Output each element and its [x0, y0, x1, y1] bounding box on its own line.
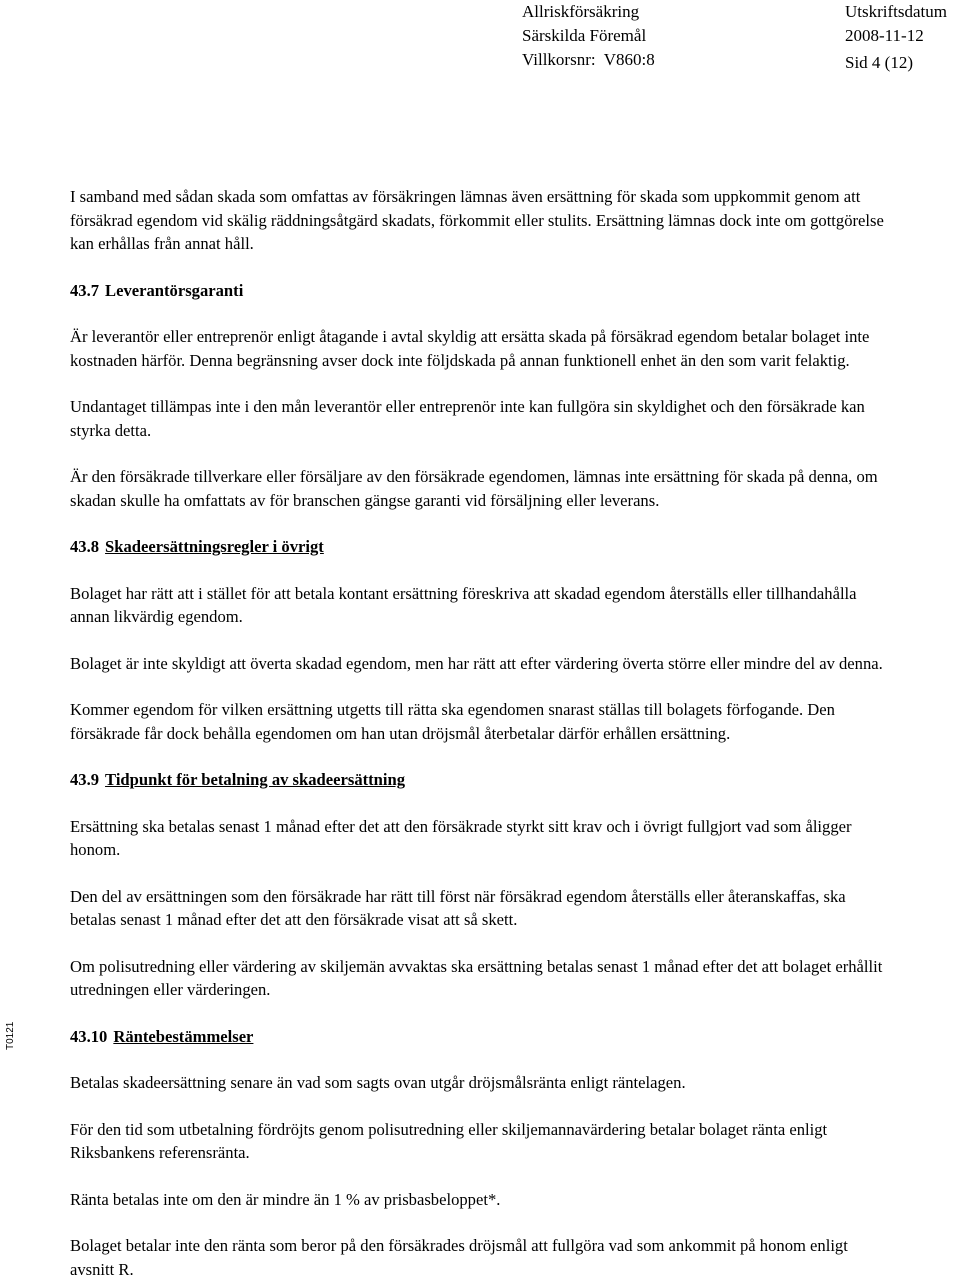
section-43-7 — [70, 279, 890, 513]
section-paragraph: Undantaget tillämpas inte i den mån leverantör eller entreprenör inte kan fullgöra sin skyldighet och den försäkrade kan styrka detta. — [70, 395, 890, 442]
section-number: 43.10 — [70, 1025, 107, 1049]
header-print-date: 2008-11-12 — [845, 24, 947, 48]
header-subproduct: Särskilda Föremål — [522, 24, 655, 48]
section-title: Tidpunkt för betalning av skadeersättning — [105, 770, 405, 789]
section-title: Räntebestämmelser — [113, 1027, 253, 1046]
section-paragraph: För den tid som utbetalning fördröjts genom polisutredning eller skiljemannavärdering betalar bolaget ränta enligt Riksbankens referensränta. — [70, 1118, 890, 1165]
section-paragraph: Bolaget är inte skyldigt att överta skadad egendom, men har rätt att efter värdering överta större eller mindre del av denna. — [70, 652, 890, 676]
header-print-date-label: Utskriftsdatum — [845, 0, 947, 24]
page-number: Sid 4 (12) — [845, 51, 913, 75]
section-paragraph: Ränta betalas inte om den är mindre än 1 % av prisbasbeloppet*. — [70, 1188, 890, 1212]
section-paragraph: Ersättning ska betalas senast 1 månad efter det att den försäkrade styrkt sitt krav och i övrigt fullgjort vad som åligger honom. — [70, 815, 890, 862]
section-43-9 — [70, 768, 890, 1002]
intro-paragraph: I samband med sådan skada som omfattas av försäkringen lämnas även ersättning för skada som uppkommit genom att försäkrad egendom vid skälig räddningsåtgärd skadats, förkommit eller stulits. Ersättning lämnas dock inte om gottgörelse kan erhållas från annat håll. — [70, 185, 890, 256]
section-paragraph: Om polisutredning eller värdering av skiljemän avvaktas ska ersättning betalas senast 1 månad efter det att bolaget erhållit utredningen eller värderingen. — [70, 955, 890, 1002]
section-43-10 — [70, 1025, 890, 1281]
header-right — [845, 0, 947, 48]
section-title: Skadeersättningsregler i övrigt — [105, 537, 324, 556]
section-heading — [70, 1025, 890, 1049]
side-code: T0121 — [5, 1022, 16, 1050]
section-paragraph: Kommer egendom för vilken ersättning utgetts till rätta ska egendomen snarast ställas till bolagets förfogande. Den försäkrade får dock behålla egendomen om han utan dröjsmål återbetalar därför erhållen ersättning. — [70, 698, 890, 745]
section-number: 43.9 — [70, 768, 99, 792]
section-heading — [70, 768, 890, 792]
section-heading — [70, 535, 890, 559]
document-body — [70, 185, 890, 1281]
section-paragraph: Är leverantör eller entreprenör enligt åtagande i avtal skyldig att ersätta skada på försäkrad egendom betalar bolaget inte kostnaden härför. Denna begränsning avser dock inte följdskada på annan funktionell enhet än den som varit felaktig. — [70, 325, 890, 372]
section-paragraph: Är den försäkrade tillverkare eller försäljare av den försäkrade egendomen, lämnas inte ersättning för skada på denna, om skadan skulle ha omfattats av för branschen gängse garanti vid försäljning eller leverans. — [70, 465, 890, 512]
header-product: Allriskförsäkring — [522, 0, 655, 24]
header-terms-number: Villkorsnr: V860:8 — [522, 48, 655, 72]
section-paragraph: Bolaget har rätt att i stället för att betala kontant ersättning föreskriva att skadad egendom återställs eller tillhandahålla annan likvärdig egendom. — [70, 582, 890, 629]
section-number: 43.8 — [70, 535, 99, 559]
section-43-8 — [70, 535, 890, 745]
header-left — [522, 0, 655, 72]
section-heading — [70, 279, 890, 303]
section-number: 43.7 — [70, 279, 99, 303]
section-paragraph: Bolaget betalar inte den ränta som beror på den försäkrades dröjsmål att fullgöra vad som ankommit på honom enligt avsnitt R. — [70, 1234, 890, 1281]
page-header — [0, 0, 960, 80]
section-paragraph: Den del av ersättningen som den försäkrade har rätt till först när försäkrad egendom återställs eller återanskaffas, ska betalas senast 1 månad efter det att den försäkrade visat att så skett. — [70, 885, 890, 932]
section-title: Leverantörsgaranti — [105, 281, 243, 300]
section-paragraph: Betalas skadeersättning senare än vad som sagts ovan utgår dröjsmålsränta enligt räntelagen. — [70, 1071, 890, 1095]
